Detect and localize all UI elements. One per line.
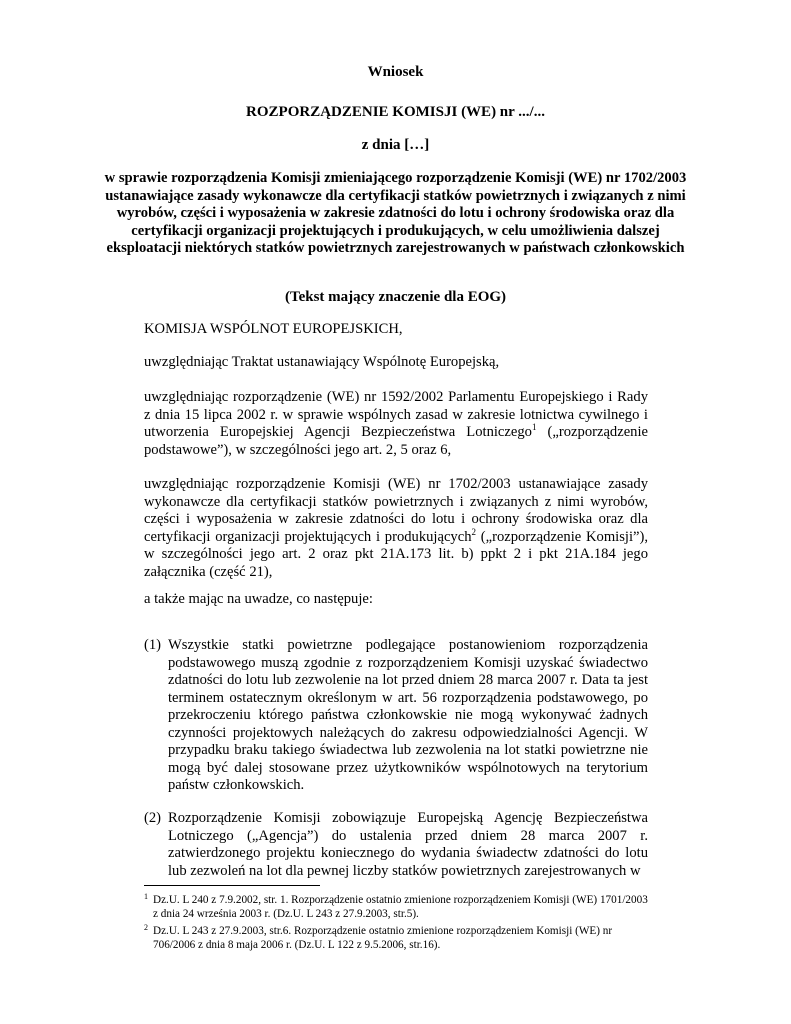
commission-line: KOMISJA WSPÓLNOT EUROPEJSKICH, <box>144 321 403 337</box>
recital-1702-text-a: uwzględniając rozporządzenie Komisji (WE) nr 1702/2003 ustanawiające zasady wykonawcze dla certyfikacji statków powietrznych i związanych z nimi wyrobów, części i wyposażenia w zakresie zdatności do lotu i ochrony środowiska oraz dla certyfikacji organizacji projektujących i produkujących <box>144 476 648 545</box>
footnote-separator <box>144 885 320 886</box>
recital-regulation-1702 <box>144 476 648 581</box>
regulation-subject: w sprawie rozporządzenia Komisji zmieniającego rozporządzenie Komisji (WE) nr 1702/2003 ustanawiające zasady wykonawcze dla certyfikacji statków powietrznych i związanych z nimi wyrobów, części i wyposażenia w zakresie zdatności do lotu i ochrony środowiska oraz dla certyfikacji organizacji projektujących i produkujących, w celu umożliwienia dalszej eksploatacji niektórych statków powietrznych zarejestrowanych w państwach członkowskich <box>104 170 687 256</box>
consideration-item <box>144 810 648 881</box>
consideration-text: Rozporządzenie Komisji zobowiązuje Europejską Agencję Bezpieczeństwa Lotniczego („Agencja”) do ustalenia przed dniem 28 marca 2007 r. zatwierdzonego projektu koniecznego do wydania świadectw zdatności do lotu lub zezwoleń na lot dla pewnej liczby statków powietrznych zarejestrowanych w <box>168 810 648 879</box>
footnote <box>144 893 654 921</box>
consideration-number: (2) <box>144 810 162 826</box>
footnote-number: 2 <box>144 923 148 932</box>
consideration-number: (1) <box>144 637 162 653</box>
recital-treaty: uwzględniając Traktat ustanawiający Wspólnotę Europejską, <box>144 354 500 370</box>
footnote <box>144 924 654 952</box>
footnote-text: Dz.U. L 240 z 7.9.2002, str. 1. Rozporządzenie ostatnio zmienione rozporządzeniem Komisji (WE) 1701/2003 z dnia 24 września 2003 r. (Dz.U. L 243 z 27.9.2003, str.5). <box>153 894 648 920</box>
footnote-ref-2: 2 <box>471 526 477 537</box>
date-line: z dnia […] <box>361 137 430 153</box>
eea-relevance-note: (Tekst mający znaczenie dla EOG) <box>284 289 507 305</box>
regulation-title: ROZPORZĄDZENIE KOMISJI (WE) nr .../... <box>246 104 545 120</box>
consideration-item <box>144 637 648 795</box>
consideration-text: Wszystkie statki powietrzne podlegające postanowieniom rozporządzenia podstawowego muszą zgodnie z rozporządzeniem Komisji uzyskać świadectwo zdatności do lotu lub zezwolenie na lot przed dniem 28 marca 2007 r. Data ta jest terminem ostatecznym określonym w art. 56 rozporządzenia podstawowego, po przekroczeniu którego państwa członkowskie nie mogą wykonywać żadnych czynności projektowych należących do zakresu odpowiedzialności Agencji. W przypadku braku takiego świadectwa lub zezwolenia na lot statki powietrzne nie mogą być dalej stosowane przez użytkowników wspólnotowych na terytorium państw członkowskich. <box>168 637 648 793</box>
recital-1702-text-b: („rozporządzenie Komisji”), w szczególności jego art. 2 oraz pkt 21A.173 lit. b) ppkt 2 i pkt 21A.184 jego załącznika (część 21), <box>144 528 648 580</box>
recital-basic-text-b: („rozporządzenie podstawowe”), w szczególności jego art. 2, 5 oraz 6, <box>144 424 649 458</box>
footnote-ref-1: 1 <box>531 422 537 433</box>
footnote-text: Dz.U. L 243 z 27.9.2003, str.6. Rozporządzenie ostatnio zmienione rozporządzeniem Komisji (WE) nr 706/2006 z dnia 8 maja 2006 r. (Dz.U. L 122 z 9.5.2006, str.16). <box>153 925 613 951</box>
recital-basic-regulation <box>144 389 648 459</box>
footnote-number: 1 <box>144 892 148 901</box>
recital-basic-text-a: uwzględniając rozporządzenie (WE) nr 1592/2002 Parlamentu Europejskiego i Rady z dnia 15 lipca 2002 r. w sprawie wspólnych zasad w zakresie lotnictwa cywilnego i utworzenia Europejskiej Agencji Bezpieczeństwa Lotniczego <box>144 389 648 440</box>
whereas-line: a także mając na uwadze, co następuje: <box>144 591 373 607</box>
document-type-heading: Wniosek <box>367 64 424 80</box>
